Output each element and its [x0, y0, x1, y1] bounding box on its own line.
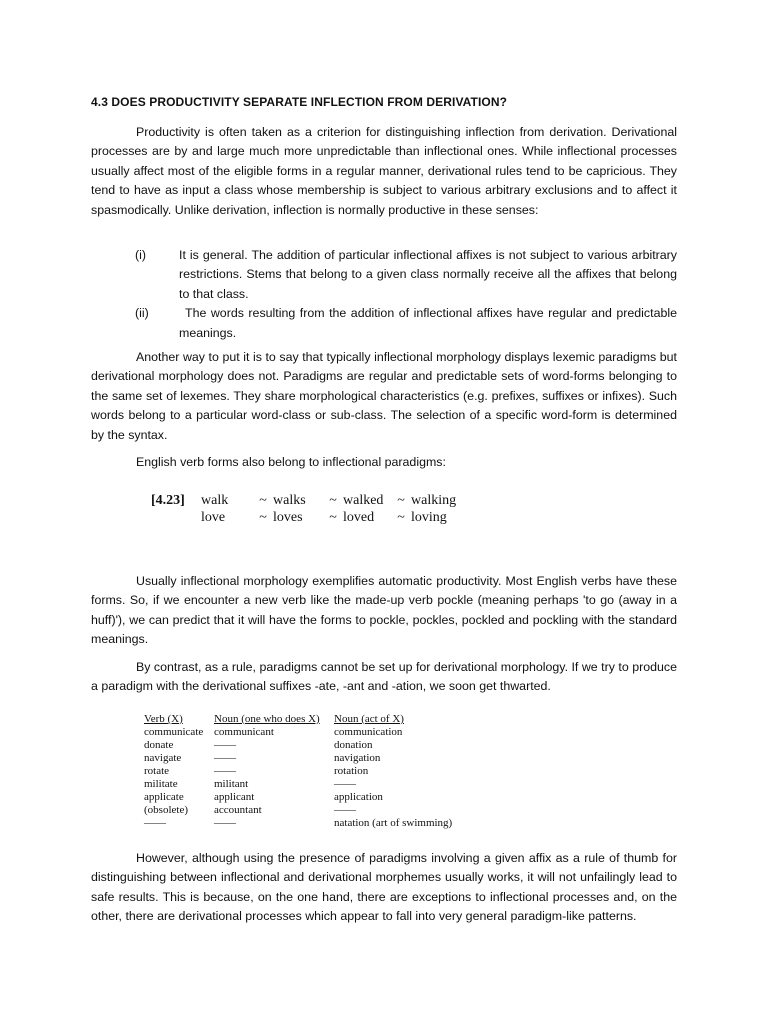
list-item-text: The words resulting from the addition of inflectional affixes have regular and predictable meanings. — [179, 306, 677, 340]
example-number-spacer — [151, 509, 201, 526]
derivation-table — [144, 713, 464, 830]
table-row — [144, 791, 464, 804]
table-row — [144, 778, 464, 791]
table-cell: militate — [144, 778, 178, 790]
table-body — [144, 726, 464, 830]
example-word: loves — [273, 510, 303, 525]
paragraph-paradigms: Another way to put it is to say that typically inflectional morphology displays lexemic paradigms but derivational morphology does not. Paradigms are regular and predictable sets of word-forms belonging to the same set of lexemes. They share morphological characteristics (e.g. prefixes, suffixes or infixes). Such words belong to a particular word-class or sub-class. The selection of a specific word-form is determined by the syntax. — [91, 350, 677, 442]
table-header: Verb (X) — [144, 713, 183, 725]
example-word: walk — [201, 493, 229, 508]
paragraph-verb-forms: English verb forms also belong to inflectional paradigms: — [136, 455, 446, 469]
table-row — [144, 817, 464, 830]
paragraph-however: However, although using the presence of paradigms involving a given affix as a rule of thumb for distinguishing between inflectional and derivational morphemes usually works, it will not unfailingly lead to safe results. This is because, on the one hand, there are exceptions to inflectional processes and, on the other, there are derivational processes which appear to fall into very general paradigm-like patterns. — [91, 851, 677, 924]
criteria-list — [91, 246, 677, 343]
tilde-separator: ~ — [259, 493, 267, 508]
table-cell: donation — [334, 739, 373, 751]
table-cell: —— — [214, 739, 236, 751]
table-cell: —— — [214, 752, 236, 764]
table-row — [144, 726, 464, 739]
table-cell: —— — [144, 817, 166, 829]
section-heading: 4.3 DOES PRODUCTIVITY SEPARATE INFLECTION FROM DERIVATION? — [91, 95, 508, 109]
table-cell: (obsolete) — [144, 804, 188, 816]
table-cell: navigate — [144, 752, 182, 764]
table-row — [144, 739, 464, 752]
table-cell: rotation — [334, 765, 369, 777]
table-cell: —— — [214, 765, 236, 777]
list-item-text: It is general. The addition of particular inflectional affixes is not subject to various arbitrary restrictions. Stems that belong to a given class normally receive all the affixes that belong to that class. — [179, 248, 677, 301]
example-row — [151, 492, 456, 509]
tilde-separator: ~ — [329, 493, 337, 508]
table-header — [334, 713, 464, 726]
table-cell: communicate — [144, 726, 204, 738]
table-row — [144, 765, 464, 778]
table-cell: communicant — [214, 726, 274, 738]
example-number: [4.23] — [151, 493, 185, 508]
table-header — [214, 713, 334, 726]
example-word: walked — [343, 493, 384, 508]
example-4-23 — [151, 492, 456, 526]
list-item-number: (i) — [135, 248, 147, 262]
table-header-text: Noun (act of X) — [334, 713, 404, 725]
tilde-separator: ~ — [329, 510, 337, 525]
table-row — [144, 804, 464, 817]
example-word: walks — [273, 493, 306, 508]
paragraph-productivity: Productivity is often taken as a criterion for distinguishing inflection from derivation. Derivational processes are by and large much more unpredictable than inflectional ones. While inflectional processes usually affect most of the eligible forms in a regular manner, derivational rules tend to be capricious. They tend to have as input a class whose membership is subject to various arbitrary exclusions and to affect it spasmodically. Unlike derivation, inflection is normally productive in these senses: — [91, 125, 677, 217]
table-cell: applicant — [214, 791, 255, 803]
table-cell: —— — [214, 817, 236, 829]
table-header-row — [144, 713, 464, 726]
example-word: loved — [343, 510, 375, 525]
table-cell: militant — [214, 778, 249, 790]
example-word: walking — [411, 493, 457, 508]
paragraph-derivational-paradigms: By contrast, as a rule, paradigms cannot be set up for derivational morphology. If we try to produce a paradigm with the derivational suffixes -ate, -ant and -ation, we soon get thwarted. — [91, 660, 677, 694]
tilde-separator: ~ — [259, 510, 267, 525]
paragraph-automatic-productivity: Usually inflectional morphology exemplifies automatic productivity. Most English verbs have these forms. So, if we encounter a new verb like the made-up verb pockle (meaning perhaps 'to go (away in a huff)'), we can predict that it will have the forms to pockle, pockles, pockled and pockling with the standard meanings. — [91, 574, 677, 647]
table-header-text: Noun (one who does X) — [214, 713, 320, 725]
table-cell: communication — [334, 726, 403, 738]
example-row — [151, 509, 456, 526]
example-word: loving — [411, 510, 447, 525]
table-cell: rotate — [144, 765, 170, 777]
table-cell: —— — [334, 804, 356, 816]
table-row — [144, 752, 464, 765]
table-cell: accountant — [214, 804, 262, 816]
tilde-separator: ~ — [397, 493, 405, 508]
list-item — [91, 246, 677, 304]
table-cell: —— — [334, 778, 356, 790]
table-cell: applicate — [144, 791, 184, 803]
list-item — [91, 304, 677, 343]
table-cell: application — [334, 791, 383, 803]
tilde-separator: ~ — [397, 510, 405, 525]
example-word: love — [201, 510, 226, 525]
table-cell: donate — [144, 739, 174, 751]
table-cell: navigation — [334, 752, 381, 764]
table-cell: natation (art of swimming) — [334, 817, 453, 829]
list-item-number: (ii) — [135, 306, 149, 321]
